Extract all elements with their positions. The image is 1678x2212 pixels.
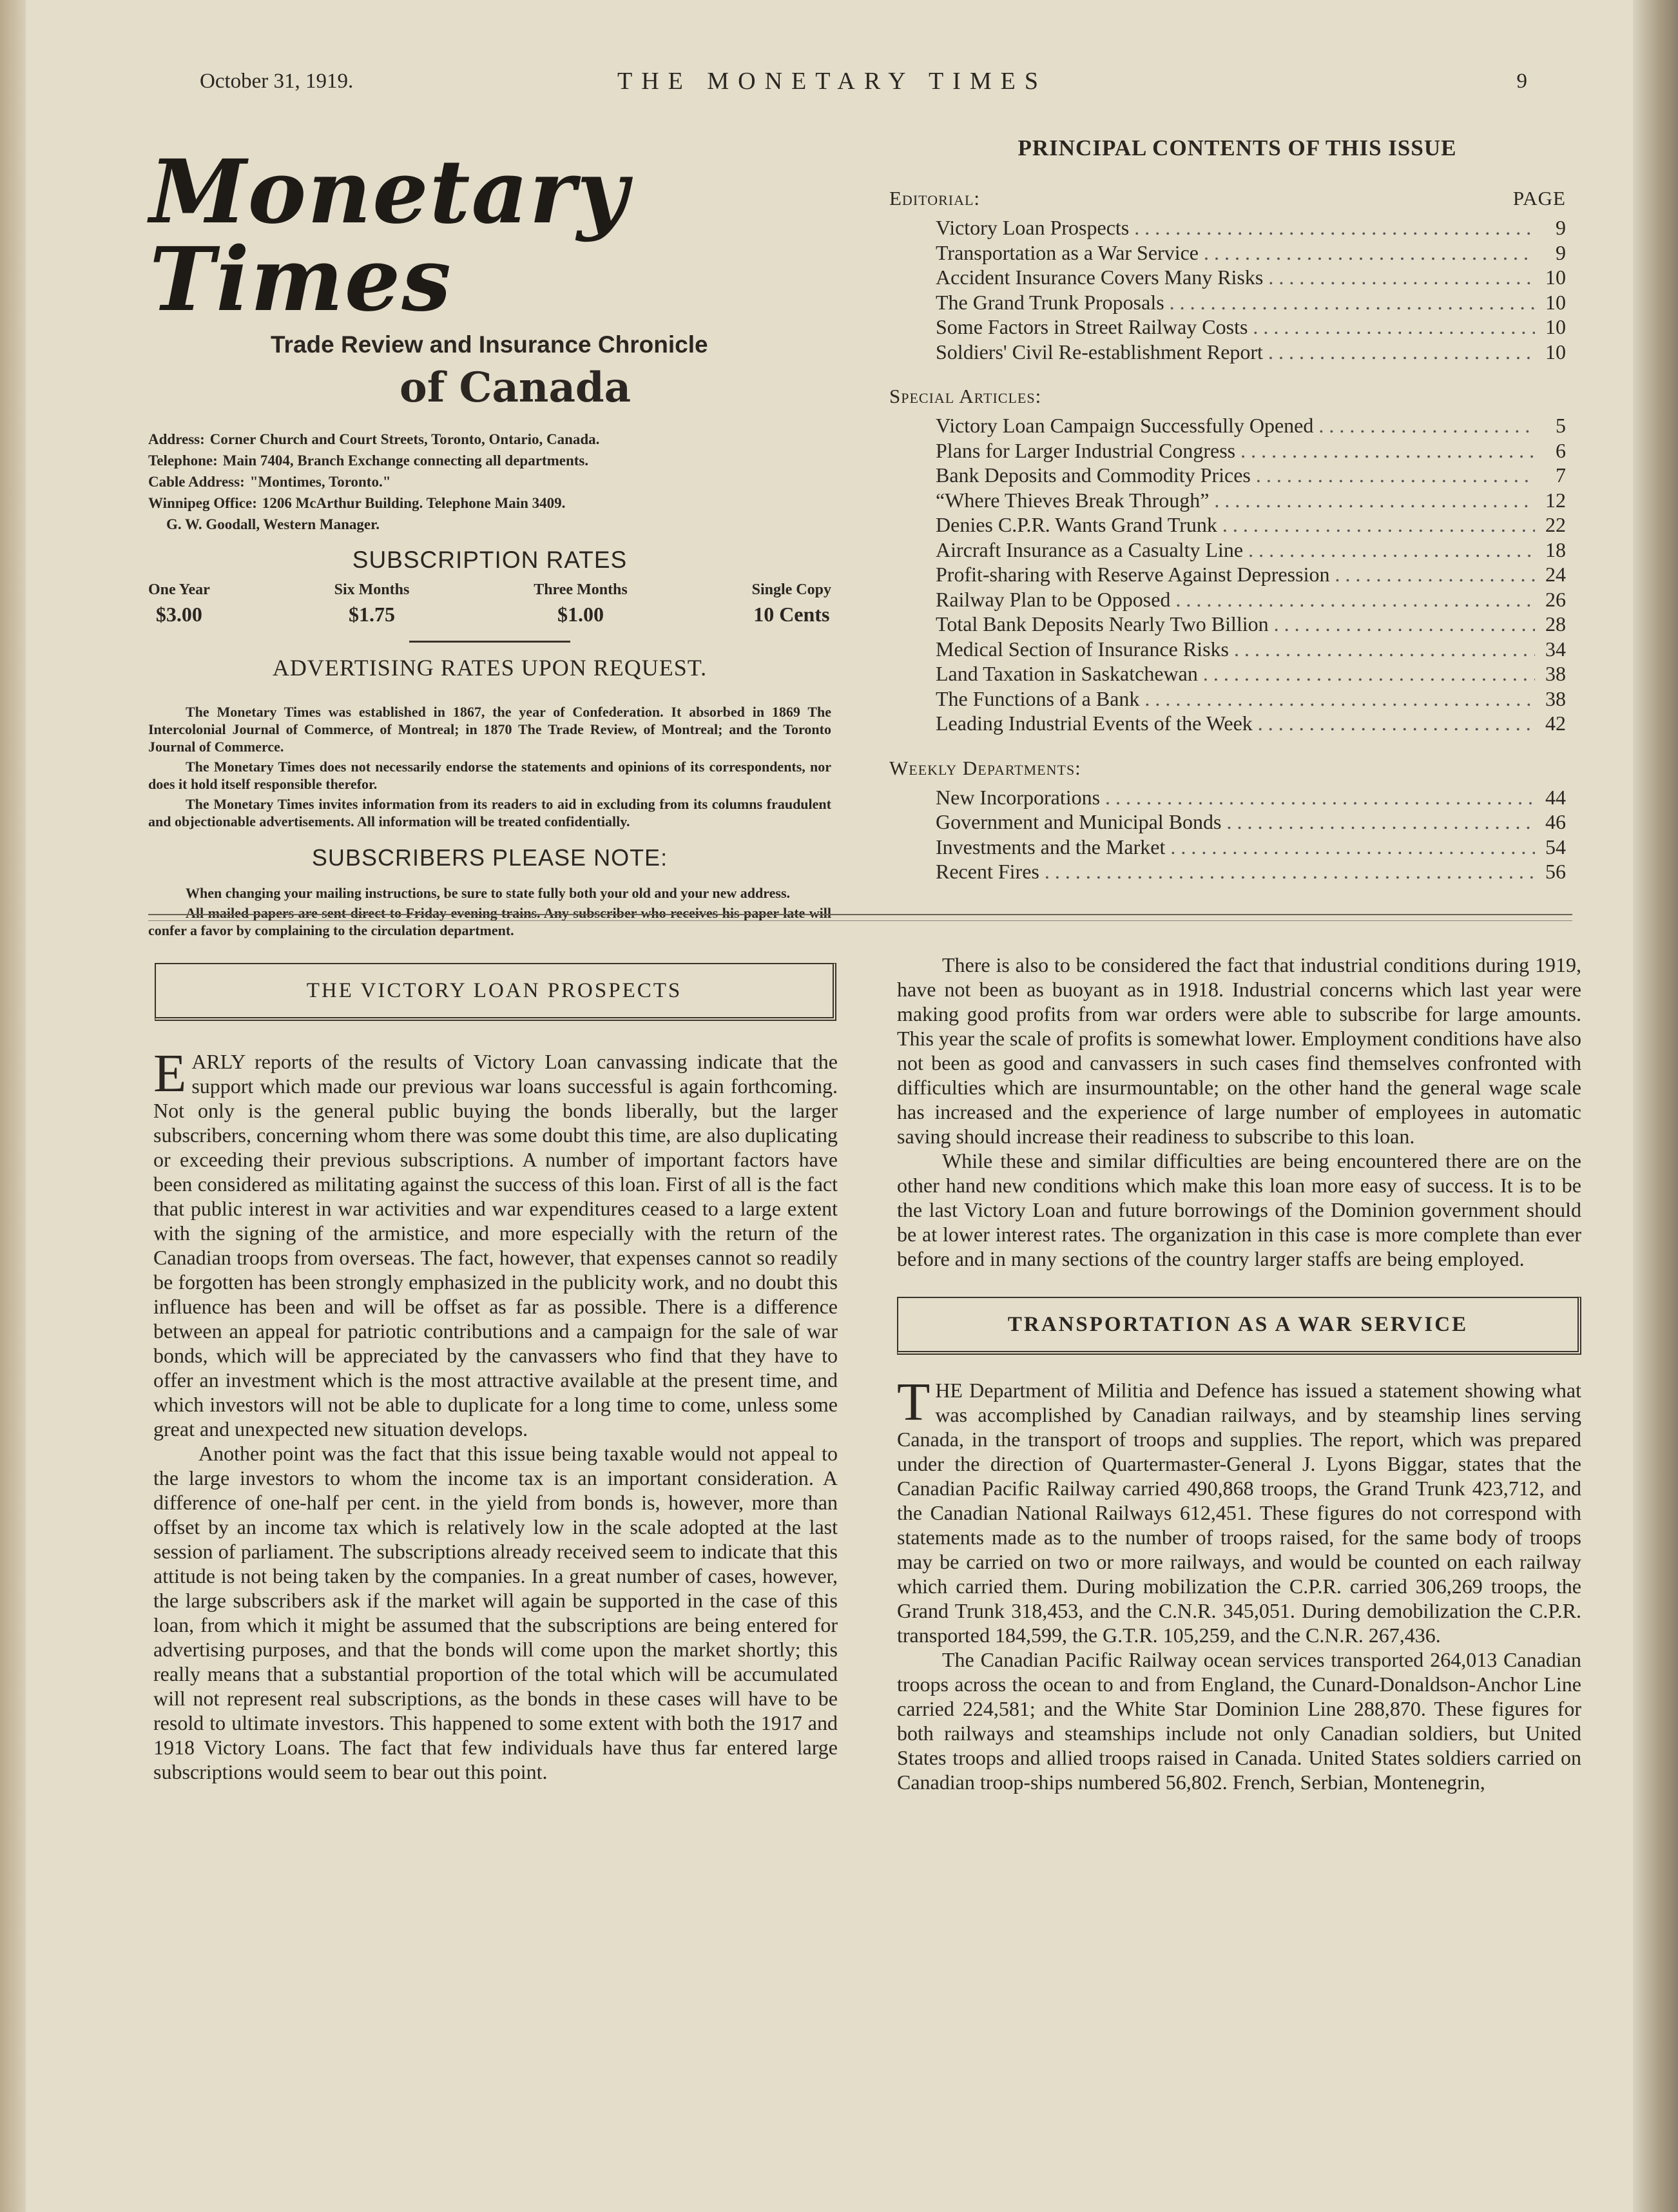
drop-cap: T [897,1372,931,1432]
toc-item [936,438,1566,463]
notice-paragraph: The Monetary Times does not necessarily endorse the statements and opinions of its correspondents, nor does it hold itself responsible therefor. [148,759,831,792]
toc-title: Railway Plan to be Opposed [936,587,1171,611]
toc-list-special [889,413,1566,736]
address-label: Address: [148,431,205,447]
toc-item [936,413,1566,438]
rate-price: 10 Cents [753,603,830,626]
toc-item [936,290,1566,315]
rate-price: $1.00 [557,603,604,626]
toc-item [936,661,1566,686]
section-editorial [889,187,1566,210]
toc-page: 18 [1545,538,1566,561]
toc-leader [1203,661,1535,686]
article-paragraph: The Canadian Pacific Railway ocean services transported 264,013 Canadian troops across the ocean to and from England, the Cunard-Donaldson-Anchor Line carried 224,581; and the White Star Dominion Line 288,870. These figures for both railways and steamships include not only Canadian soldiers, but United States troops and allied troops raised in Canada. United States soldiers carried on Canadian troop-ships numbered 56,802. French, Serbian, Montenegrin, [897,1648,1581,1794]
toc-item [936,587,1566,612]
paragraph-text: ARLY reports of the results of Victory Loan canvassing indicate that the support which made our previous war loans successful is again forthcoming. Not only is the general public buying the bonds liberally, but the larger subscribers, concerning whom there was some doubt this time, are also duplicating or exceeding their previous subscriptions. A number of important factors have been considered as militating against the success of this loan. First of all is the fact that public interest in war activities and war expenditures ceased to a large extent with the signing of the armistice, and more especially with the return of the Canadian troops from overseas. The fact, however, that expenses cannot so readily be forgotten has been strongly emphasized in the publicity work, and no doubt this influence has been and will be offset as far as possible. There is a difference between an appeal for patriotic contributions and a campaign for the sale of war bonds, which will be appreciated by the canvassers who find that they have to offer an investment which is the most attractive available at the present time, and which investors will not be able to duplicate for a long time to come, unless some great and unexpected new situation develops. [153,1050,838,1441]
toc-item [936,810,1566,835]
address-line [148,492,831,514]
section-divider [148,920,1572,921]
toc-page: 56 [1545,860,1566,883]
subscribers-title: SUBSCRIBERS PLEASE NOTE: [311,844,668,871]
toc-item [936,340,1566,365]
toc-list-weekly [889,785,1566,884]
toc-leader [1268,265,1535,290]
toc-title: Leading Industrial Events of the Week [936,712,1253,735]
subscriber-note: When changing your mailing instructions, be sure to state fully both your old and your new address. [186,885,791,901]
toc-leader [1318,413,1535,438]
address-text: "Montimes, Toronto." [249,474,391,490]
toc-page: 10 [1545,315,1566,338]
toc-leader [1170,290,1535,315]
toc-item [936,562,1566,587]
address-label: Telephone: [148,452,218,469]
toc-leader [1335,562,1535,587]
toc-page: 34 [1545,637,1566,661]
toc-item [936,612,1566,637]
toc-page: 54 [1545,835,1566,859]
toc-leader [1226,810,1535,835]
toc-item [936,215,1566,240]
section-special-articles [889,385,1566,408]
toc-title: Aircraft Insurance as a Casualty Line [936,538,1244,561]
toc-page: 38 [1545,686,1566,710]
notice-paragraph: The Monetary Times was established in 1867, the year of Confederation. It absorbed in 1869 The Intercolonial Journal of Commerce, of Montreal; in 1870 The Trade Review, of Montreal; and the Toronto Journal of Commerce. [148,704,831,755]
toc-title: Total Bank Deposits Nearly Two Billion [936,612,1269,635]
page-edge [1633,0,1678,2212]
toc-leader [1134,215,1535,240]
toc-page: 12 [1545,488,1566,512]
journal-title: THE MONETARY TIMES [617,68,1047,95]
toc-page: 44 [1545,785,1566,809]
address-label: Winnipeg Office: [148,495,257,511]
toc-leader [1222,512,1535,538]
running-head [200,70,1527,102]
toc-title: Denies C.P.R. Wants Grand Trunk [936,513,1217,536]
toc-leader [1256,463,1535,488]
toc-title: Plans for Larger Industrial Congress [936,438,1236,462]
toc-item [936,637,1566,662]
rate-single-copy [752,581,831,626]
paragraph-text: HE Department of Militia and Defence has issued a statement showing what was accomplished by Canadian railways, and by steamship lines serving Canada, in the transport of troops and supplies. The report, which was prepared under the direction of Quartermaster-General J. Lyons Biggar, states that the Canadian Pacific Railway carried 490,868 troops, the Grand Trunk 423,712, and the Canadian National Railways 612,451. These figures do not correspond with statements made as to the number of troops raised, for the same body of troops may be carried on two or more railways, and would be counted on each railway which carried them. During mobilization the C.P.R. carried 306,269 troops, the Grand Trunk 318,453, and the C.N.R. 345,051. During demobilization the C.P.R. transported 184,599, the G.T.R. 105,259, and the C.N.R. 267,436. [897,1379,1581,1647]
toc-page: 26 [1545,587,1566,611]
toc-title: Some Factors in Street Railway Costs [936,315,1248,338]
toc-item [936,686,1566,712]
issue-date: October 31, 1919. [200,70,354,93]
toc-title: Transportation as a War Service [936,240,1199,264]
rate-one-year [148,581,210,626]
toc-page: 24 [1545,563,1566,586]
address-text: 1206 McArthur Building. Telephone Main 3409. [262,495,566,511]
toc-leader [1274,612,1535,637]
article-paragraph: There is also to be considered the fact that industrial conditions during 1919, have not been as buoyant as in 1918. Industrial concerns which last year were making good profits from war orders were able to subscribe for large amounts. This year the scale of profits is somewhat lower. Employment conditions have also not been as good and canvassers in such cases find themselves confronted with difficulties which are insurmountable; on the other hand the general wage scale has increased and the experience of large number of employees in automatic saving should increase their readiness to subscribe to this loan. [897,953,1581,1148]
page-number: 9 [1516,70,1527,93]
toc-page: 42 [1545,712,1566,735]
toc-page: 38 [1545,662,1566,685]
notice-paragraph: The Monetary Times invites information from its readers to aid in excluding from its columns fraudulent and objectionable advertisements. All information will be treated confidentially. [148,796,831,830]
toc-title: Profit-sharing with Reserve Against Depression [936,563,1330,586]
rate-price: $1.75 [348,603,395,626]
toc-page: 10 [1545,340,1566,364]
toc-page: 10 [1545,290,1566,314]
toc-leader [1268,340,1535,365]
section-name: Special Articles: [889,385,1042,407]
toc-item [936,240,1566,266]
toc-title: Victory Loan Prospects [936,216,1130,239]
toc-title: Medical Section of Insurance Risks [936,637,1229,661]
toc-title: Land Taxation in Saskatchewan [936,662,1198,685]
toc-list-editorial [889,215,1566,364]
article-heading: THE VICTORY LOAN PROSPECTS [306,979,682,1002]
section-name: Weekly Departments: [889,756,1081,779]
toc-title: The Functions of a Bank [936,686,1140,710]
toc-item [936,785,1566,810]
masthead-tagline: Trade Review and Insurance Chronicle [271,331,708,358]
toc-leader [1258,711,1535,736]
subscription-rates [148,581,831,626]
toc-title: “Where Thieves Break Through” [936,488,1210,512]
advertising-notice: ADVERTISING RATES UPON REQUEST. [272,655,708,681]
contents-section [889,135,1566,905]
article-paragraph: Another point was the fact that this issue being taxable would not appeal to the large investors to whom the income tax is an important consideration. A difference of one-half per cent. in the yield from bonds is, however, more than offset by an income tax which is relatively low in the scale adopted at the last session of parliament. The subscriptions already received seem to indicate that this attitude is not being taken by the companies. In a great number of cases, however, the large subscribers ask if the market will again be supported in the case of this loan, from which it might be assumed that the subscriptions are being entered for advertising purposes, and that the bonds will come upon the market shortly; this really means that a substantial proportion of the total which will be accumulated will not represent real subscriptions, as the bonds in these cases will have to be resold to ultimate investors. This happened to some extent with both the 1917 and 1918 Victory Loans. The fact that few individuals have thus far entered large subscriptions would seem to bear out this point. [153,1442,838,1783]
article-heading: TRANSPORTATION AS A WAR SERVICE [1007,1313,1469,1336]
toc-title: Victory Loan Campaign Successfully Opened [936,414,1314,437]
article-column-left [153,963,838,1784]
article-heading-box [155,963,836,1021]
article-heading-box [897,1297,1581,1355]
address-line [148,471,831,492]
toc-page: 7 [1556,463,1566,487]
toc-page: 10 [1545,266,1566,289]
address-block [148,429,831,535]
masthead [148,141,831,942]
section-name: Editorial: [889,187,981,209]
toc-page: 6 [1556,438,1566,462]
toc-leader [1253,315,1535,340]
rate-three-months [534,581,628,626]
address-line [148,429,831,450]
subscription-title: SUBSCRIPTION RATES [352,547,628,573]
address-label: Cable Address: [148,474,245,490]
toc-title: New Incorporations [936,785,1101,809]
toc-title: Investments and the Market [936,835,1166,859]
toc-item [936,711,1566,736]
divider [409,641,570,643]
toc-page: 5 [1556,414,1566,437]
address-line [148,514,831,535]
address-line [148,450,831,471]
toc-item [936,835,1566,860]
page-label: PAGE [1512,187,1566,209]
article-paragraph: While these and similar difficulties are being encountered there are on the other hand new conditions which make this loan more easy of success. It is to be the last Victory Loan and future borrowings of the Dominion government should be at lower interest rates. The organization in this case is more complete than ever before and in many sections of the country larger staffs are being employed. [897,1149,1581,1270]
section-weekly-departments [889,757,1566,780]
article-column-right [897,953,1581,1794]
contents-title: PRINCIPAL CONTENTS OF THIS ISSUE [1017,135,1457,160]
section-divider [148,914,1572,915]
address-text: Main 7404, Branch Exchange connecting all departments. [222,452,589,469]
drop-cap: E [153,1043,187,1103]
toc-page: 9 [1556,240,1566,264]
toc-title: The Grand Trunk Proposals [936,290,1164,314]
toc-item [936,488,1566,513]
toc-leader [1214,488,1535,513]
toc-leader [1175,587,1535,612]
rate-period: Three Months [534,581,628,598]
subscriber-note: All mailed papers are sent direct to Friday evening trains. Any subscriber who receives his paper late will confer a favor by complaining to the circulation department. [148,905,831,938]
rate-six-months [334,581,410,626]
toc-page: 28 [1545,612,1566,635]
toc-item [936,265,1566,290]
toc-leader [1248,538,1535,563]
toc-item [936,538,1566,563]
toc-title: Recent Fires [936,860,1039,883]
masthead-country: of Canada [400,364,632,412]
masthead-logo: Monetary Times [149,141,630,331]
toc-title: Soldiers' Civil Re-establishment Report [936,340,1263,364]
toc-item [936,463,1566,488]
toc-leader [1105,785,1535,810]
toc-leader [1045,859,1535,884]
toc-page: 9 [1556,216,1566,239]
toc-title: Accident Insurance Covers Many Risks [936,266,1264,289]
toc-leader [1204,240,1535,266]
rate-period: One Year [148,581,210,598]
article-paragraph [153,1043,838,1441]
toc-leader [1240,438,1535,463]
toc-leader [1144,686,1535,712]
toc-title: Bank Deposits and Commodity Prices [936,463,1251,487]
page-spine [0,0,26,2212]
toc-item [936,315,1566,340]
rate-period: Six Months [334,581,410,598]
toc-leader [1170,835,1535,860]
toc-item [936,512,1566,538]
rate-period: Single Copy [751,581,831,598]
toc-leader [1234,637,1535,662]
toc-page: 46 [1545,810,1566,833]
address-text: G. W. Goodall, Western Manager. [166,516,380,532]
rate-price: $3.00 [155,603,202,626]
toc-item [936,859,1566,884]
toc-page: 22 [1545,513,1566,536]
toc-title: Government and Municipal Bonds [936,810,1222,833]
article-paragraph [897,1372,1581,1647]
address-text: Corner Church and Court Streets, Toronto, Ontario, Canada. [209,431,600,447]
